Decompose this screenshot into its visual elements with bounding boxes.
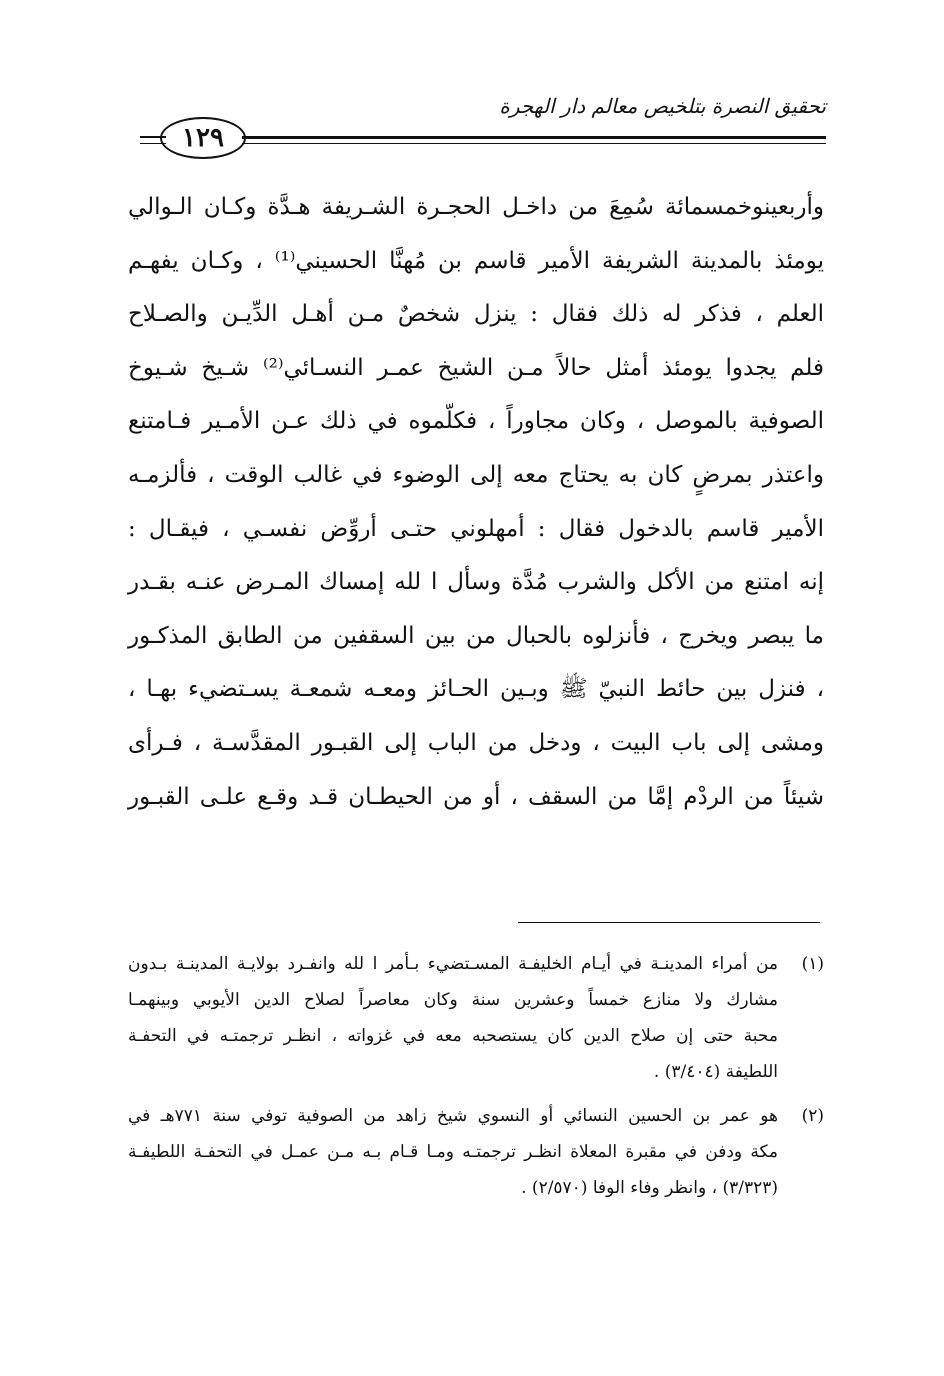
footnotes [128, 946, 824, 1214]
footnote-marker: (١) [801, 954, 824, 974]
text-line: الأمير قاسم بالدخول فقال : أمهلوني حتـى أروِّض نفسـي ، فيقـال : [128, 515, 824, 542]
text-line: ما يبصر ويخرج ، فأنزلوه بالحبال من بين السقفين من الطابق المذكـور [128, 622, 824, 649]
footnote-line: هو عمر بن الحسين النسائي أو النسوي شيخ زاهد من الصوفية توفي سنة ٧٧١هـ في [128, 1106, 778, 1126]
text-line: ، فنزل بين حائط النبيّ ﷺ وبـين الحـائز ومعـه شمعـة يسـتضيء بهـا ، [128, 676, 824, 703]
text-line: العلم ، فذكر له ذلك فقال : ينزل شخصٌ مـن أهـل الدِّيـن والصـلاح [128, 301, 824, 328]
text-line: ومشى إلى باب البيت ، ودخل من الباب إلى القبـور المقدَّسـة ، فـرأى [128, 729, 824, 756]
text-line: وأربعينوخمسمائة سُمِعَ من داخـل الحجـرة الشـريفة هـدَّة وكـان الـوالي [128, 194, 824, 220]
footnote-line: (٣/٣٢٣) ، وانظر وفاء الوفا (٢/٥٧٠) . [521, 1178, 778, 1198]
footnote-line: مشارك ولا منازع خمساً وعشرين سنة وكان معاصراً لصلاح الدين الأيوبي وبينهمـا [128, 990, 778, 1010]
main-text [128, 181, 824, 824]
text-line: شيئاً من الردْم إمَّا من السقف ، أو من الحيطـان قـد وقـع علـى القبـور [128, 783, 824, 810]
footnote-line: من أمراء المدينـة في أيـام الخليفـة المسـتضيء بـأمر ا لله وانفـرد بولايـة المدينـة بـدون [128, 954, 778, 974]
footnote-line: مكة ودفن في مقبرة المعلاة انظـر ترجمتـه ومـا قـام بـه مـن عمـل في التحفـة اللطيفـة [128, 1142, 778, 1162]
footnote-marker: (٢) [801, 1106, 824, 1126]
text-line: إنه امتنع من الأكل والشرب مُدَّة وسأل ا لله إمساك المـرض عنـه بقـدر [128, 569, 824, 596]
page-number: ١٢٩ [160, 117, 246, 159]
text-line: يومئذ بالمدينة الشريفة الأمير قاسم بن مُهنَّا الحسيني⁽¹⁾ ، وكـان يفهـم [128, 247, 824, 274]
running-title: تحقيق النصرة بتلخيص معالم دار الهجرة [499, 94, 826, 118]
text-line: واعتذر بمرضٍ كان به يحتاج معه إلى الوضوء في غالب الوقت ، فألزمـه [128, 461, 824, 488]
footnote-line: اللطيفة (٣/٤٠٤) . [653, 1062, 778, 1082]
footnote-1 [128, 946, 824, 1090]
text-line: الصوفية بالموصل ، وكان مجاوراً ، فكلّموه في ذلك عـن الأمـير فـامتنع [128, 408, 824, 435]
header-rule-thin [242, 143, 826, 144]
footnote-separator [518, 922, 820, 923]
footnote-2 [128, 1098, 824, 1206]
footnote-line: محبة حتى إن صلاح الدين كان يستصحبه معه في غزواته ، انظـر ترجمتـه في التحفـة [128, 1026, 778, 1046]
text-line: فلم يجدوا يومئذ أمثل حالاً مـن الشيخ عمـر النسـائي⁽²⁾ شـيخ شـيوخ [128, 354, 824, 381]
header-rule [242, 136, 826, 139]
